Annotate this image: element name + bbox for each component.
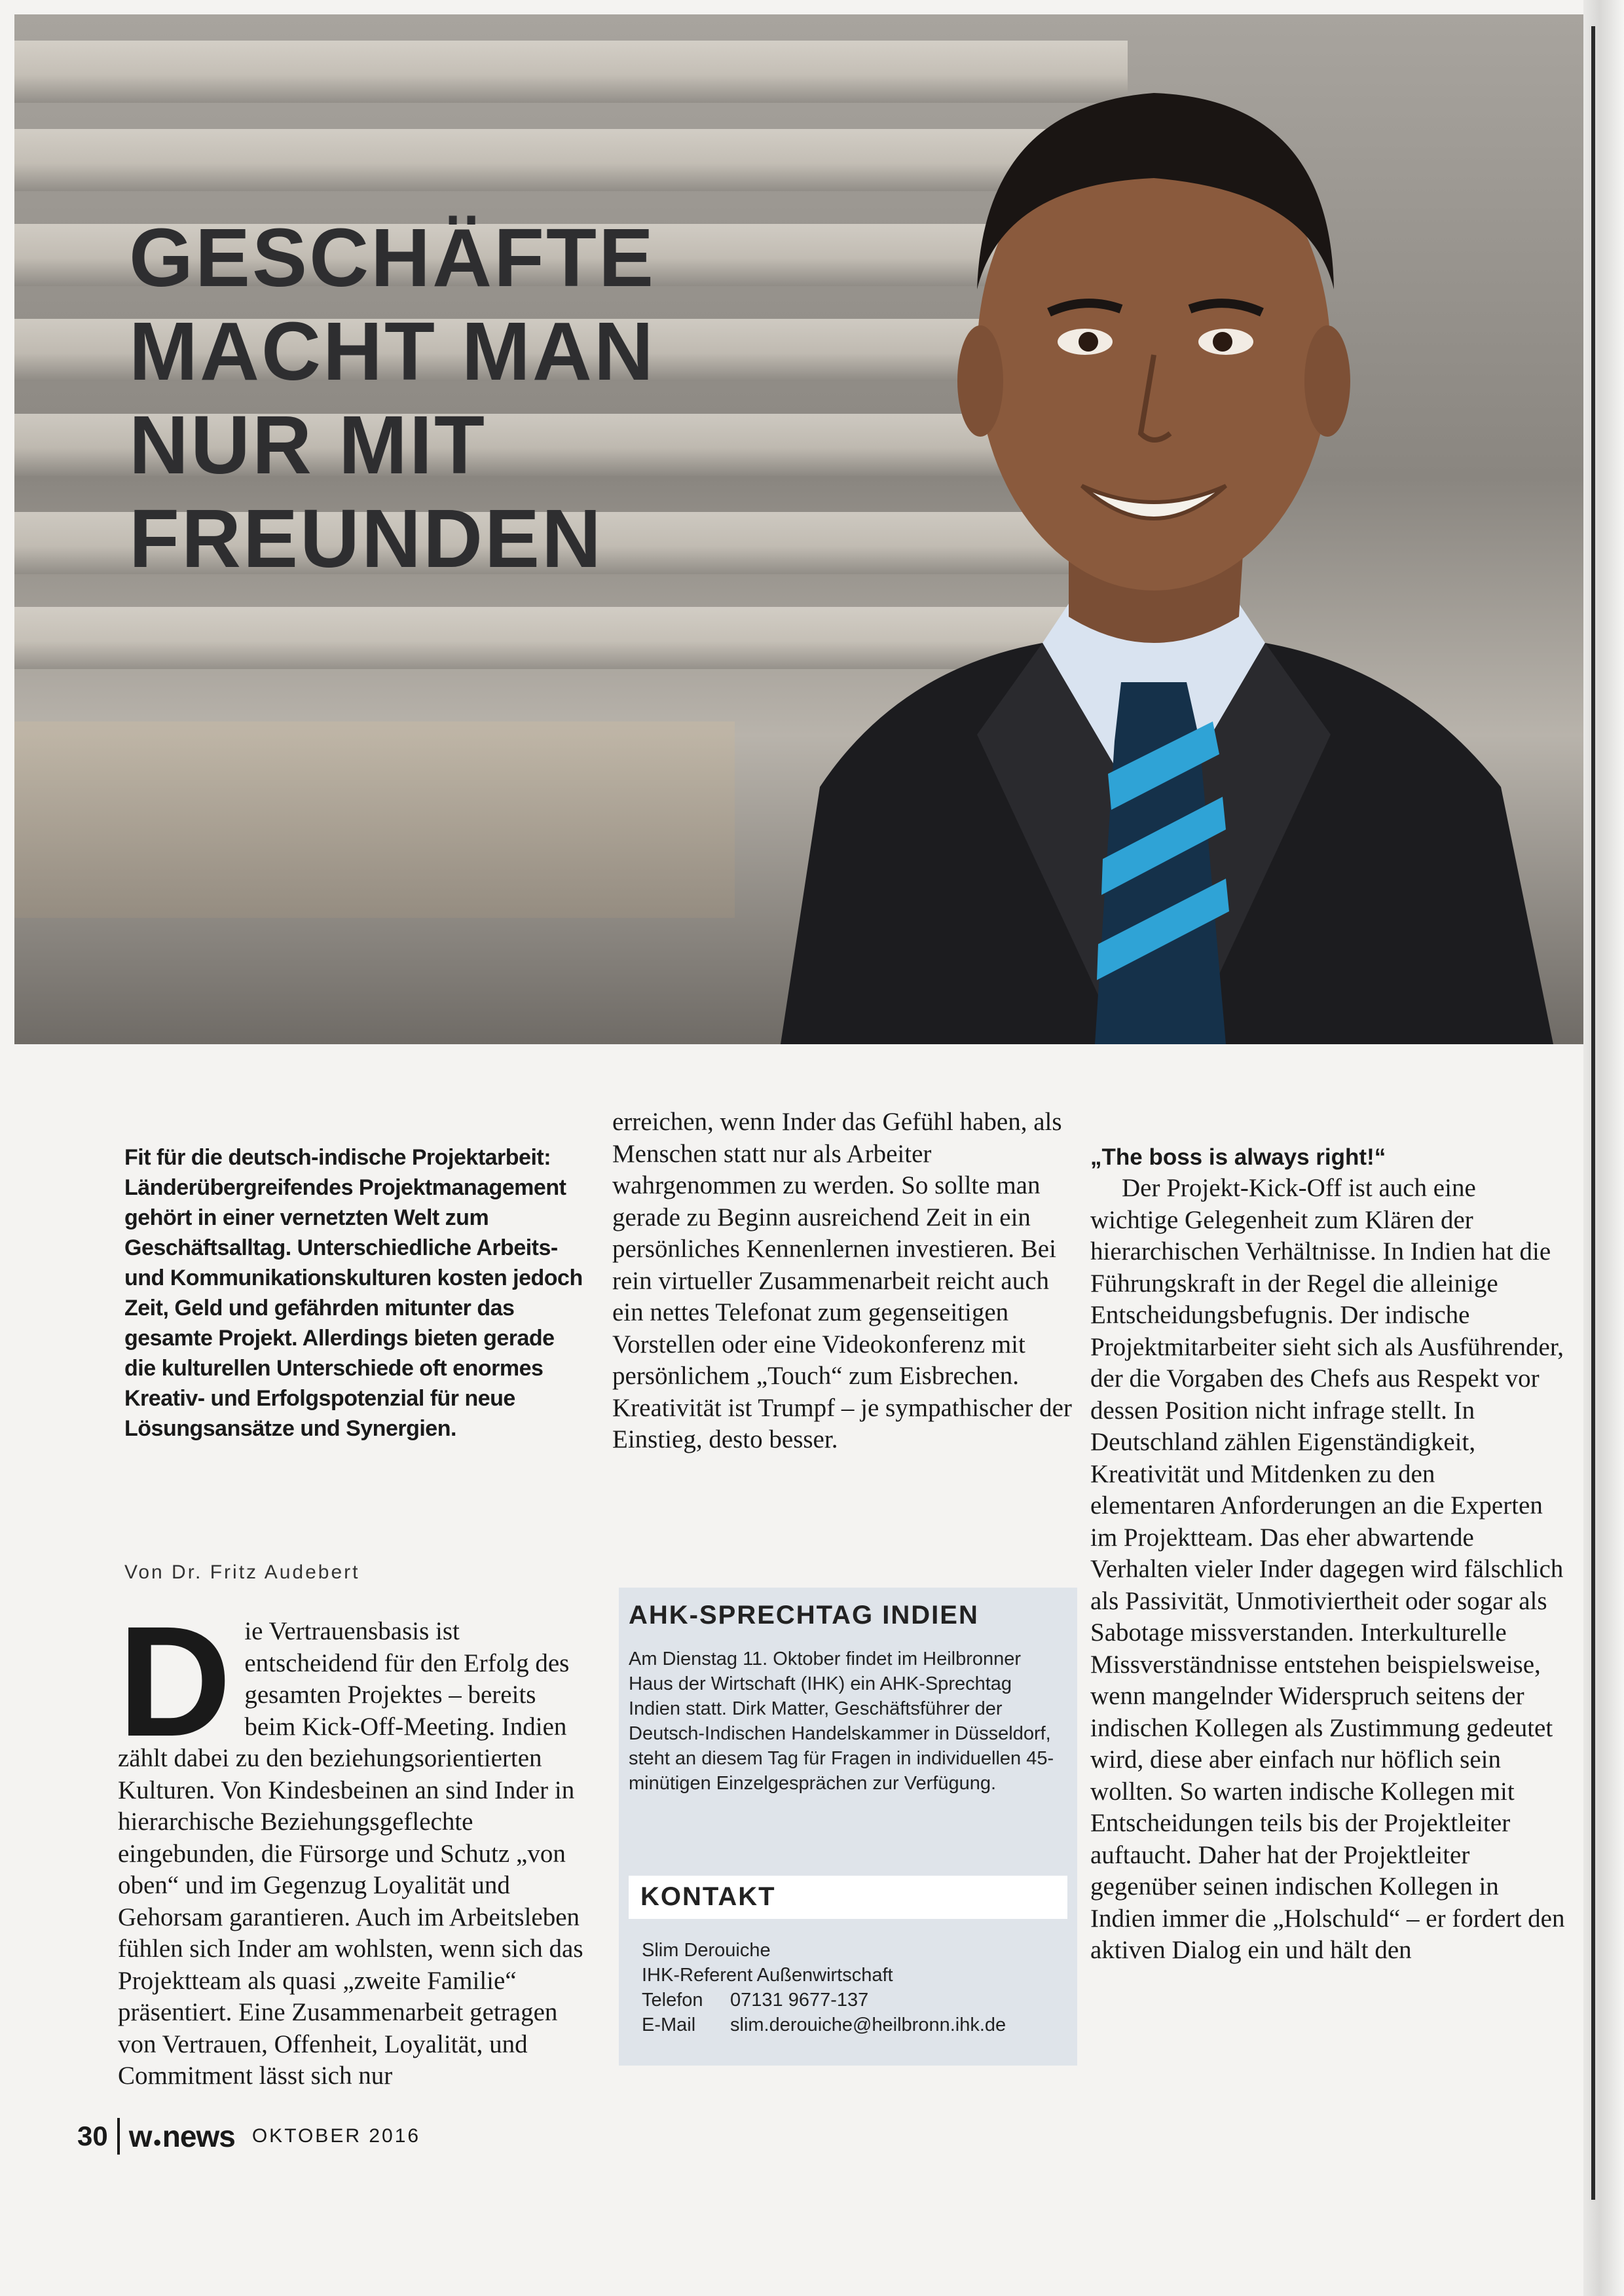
page-footer (77, 2118, 420, 2155)
article-headline (129, 211, 655, 585)
headline-line: MACHT MAN (129, 305, 655, 397)
column-2-text: erreichen, wenn Inder das Gefühl haben, als Menschen statt nur als Arbeiter wahrgenommen zu werden. So sollte man gerade zu Beginn ausreichend Zeit in ein persönliches Kennenlernen investieren. Bei rein virtueller Zusammenarbeit reicht auch ein nettes Telefonat zum gegenseitigen Vorstellen oder eine Videokonferenz mit persönlichem „Touch“ zum Eisbrechen. Kreativität ist Trumpf – je sympathischer der Einstieg, desto besser. (612, 1108, 1072, 1453)
contact-header (629, 1876, 1067, 1919)
drop-cap: D (118, 1594, 232, 1769)
contact-title: KONTAKT (640, 1882, 776, 1911)
gutter-line (1591, 26, 1595, 2200)
footer-divider (117, 2118, 120, 2155)
headline-line: FREUNDEN (129, 492, 604, 585)
contact-phone-row (642, 1988, 1067, 2013)
page-number: 30 (77, 2121, 108, 2151)
info-box (619, 1588, 1077, 2066)
info-box-title: AHK-SPRECHTAG INDIEN (629, 1601, 979, 1630)
hero-photo (14, 14, 1598, 1044)
logo-dot-icon: ● (153, 2134, 161, 2150)
article-column-1 (118, 1594, 589, 2092)
section-subhead: „The boss is always right!“ (1090, 1144, 1386, 1170)
magazine-logo (129, 2119, 235, 2154)
email-label: E-Mail (642, 2014, 696, 2035)
logo-w: w (128, 2119, 152, 2153)
page-gutter (1583, 0, 1624, 2296)
article-column-3 (1090, 1142, 1565, 1967)
article-lead: Fit für die deutsch-indische Projektarbeit: Länderübergreifendes Projektmanagement gehört in einer vernetzten Welt zum Geschäftsalltag. Unterschiedliche Arbeits- und Kommunikationskulturen kosten jedoch Zeit, Geld und gefährden mitunter das gesamte Projekt. Allerdings bieten gerade die kulturellen Unterschiede oft enormes Kreativ- und Erfolgspotenzial für neue Lösungsansätze und Synergien. (124, 1145, 583, 1441)
headline-line: GESCHÄFTE (129, 211, 656, 304)
portrait-photo-icon (702, 14, 1598, 1044)
contact-email-row (642, 2013, 1067, 2037)
phone-label: Telefon (642, 1990, 703, 2011)
contact-name: Slim Derouiche (642, 1940, 771, 1961)
logo-news: news (162, 2119, 235, 2153)
article-column-2 (612, 1106, 1074, 1456)
info-box-text: Am Dienstag 11. Oktober findet im Heilbronner Haus der Wirtschaft (IHK) ein AHK-Sprechtag Indien statt. Dirk Matter, Geschäftsführer der Deutsch-Indischen Handelskammer in Düsseldorf, steht an diesem Tag für Fragen in individuellen 45-minütigen Einzelgesprächen zur Verfügung. (629, 1649, 1054, 1794)
contact-role: IHK-Referent Außenwirtschaft (642, 1965, 893, 1986)
column-1-text: ie Vertrauensbasis ist entscheidend für den Erfolg des gesamten Projektes – bereits beim Kick-Off-Meeting. Indien zählt dabei zu den beziehungsorientierten Kulturen. Von Kindesbeinen an sind Inder in hierarchische Beziehungsgeflechte eingebunden, die Fürsorge und Schutz „von oben“ und im Gegenzug Loyalität und Gehorsam garantieren. Auch im Arbeitsleben fühlen sich Inder am wohlsten, wenn sich das Projektteam als quasi „zweite Familie“ präsentiert. Eine Zusammenarbeit getragen von Vertrauen, Offenheit, Loyalität, und Commitment lässt sich nur (118, 1617, 583, 2090)
headline-line: NUR MIT (129, 399, 487, 491)
byline: Von Dr. Fritz Audebert (124, 1561, 360, 1583)
contact-details (642, 1938, 1067, 2037)
phone-number[interactable]: 07131 9677-137 (730, 1990, 869, 2011)
column-3-text: Der Projekt-Kick-Off ist auch eine wichtige Gelegenheit zum Klären der hierarchischen Verhältnisse. In Indien hat die Führungskraft in der Regel die alleinige Entscheidungsbefugnis. Der indische Projektmitarbeiter sieht sich als Ausführender, der die Vorgaben des Chefs aus Respekt vor dessen Position nicht infrage stellt. In Deutschland zählen Eigenständigkeit, Kreativität und Mitdenken zu den elementaren Anforderungen an die Experten im Projektteam. Das eher abwartende Verhalten vieler Inder dagegen wird fälschlich als Passivität, Unmotiviertheit oder sogar als Sabotage missverstanden. Interkulturelle Missverständnisse entstehen beispielsweise, wenn mangelnder Widerspruch seitens der indischen Kollegen als Zustimmung gedeutet wird, diese aber einfach nur höflich sein wollten. So warten indische Kollegen mit Entscheidungen teils bis der Projektleiter auftaucht. Daher hat der Projektleiter gegenüber seinen indischen Kollegen in Indien immer die „Holschuld“ – er fordert den aktiven Dialog ein und hält den (1090, 1174, 1565, 1964)
issue-date: OKTOBER 2016 (251, 2125, 421, 2147)
email-address[interactable]: slim.derouiche@heilbronn.ihk.de (730, 2014, 1006, 2035)
